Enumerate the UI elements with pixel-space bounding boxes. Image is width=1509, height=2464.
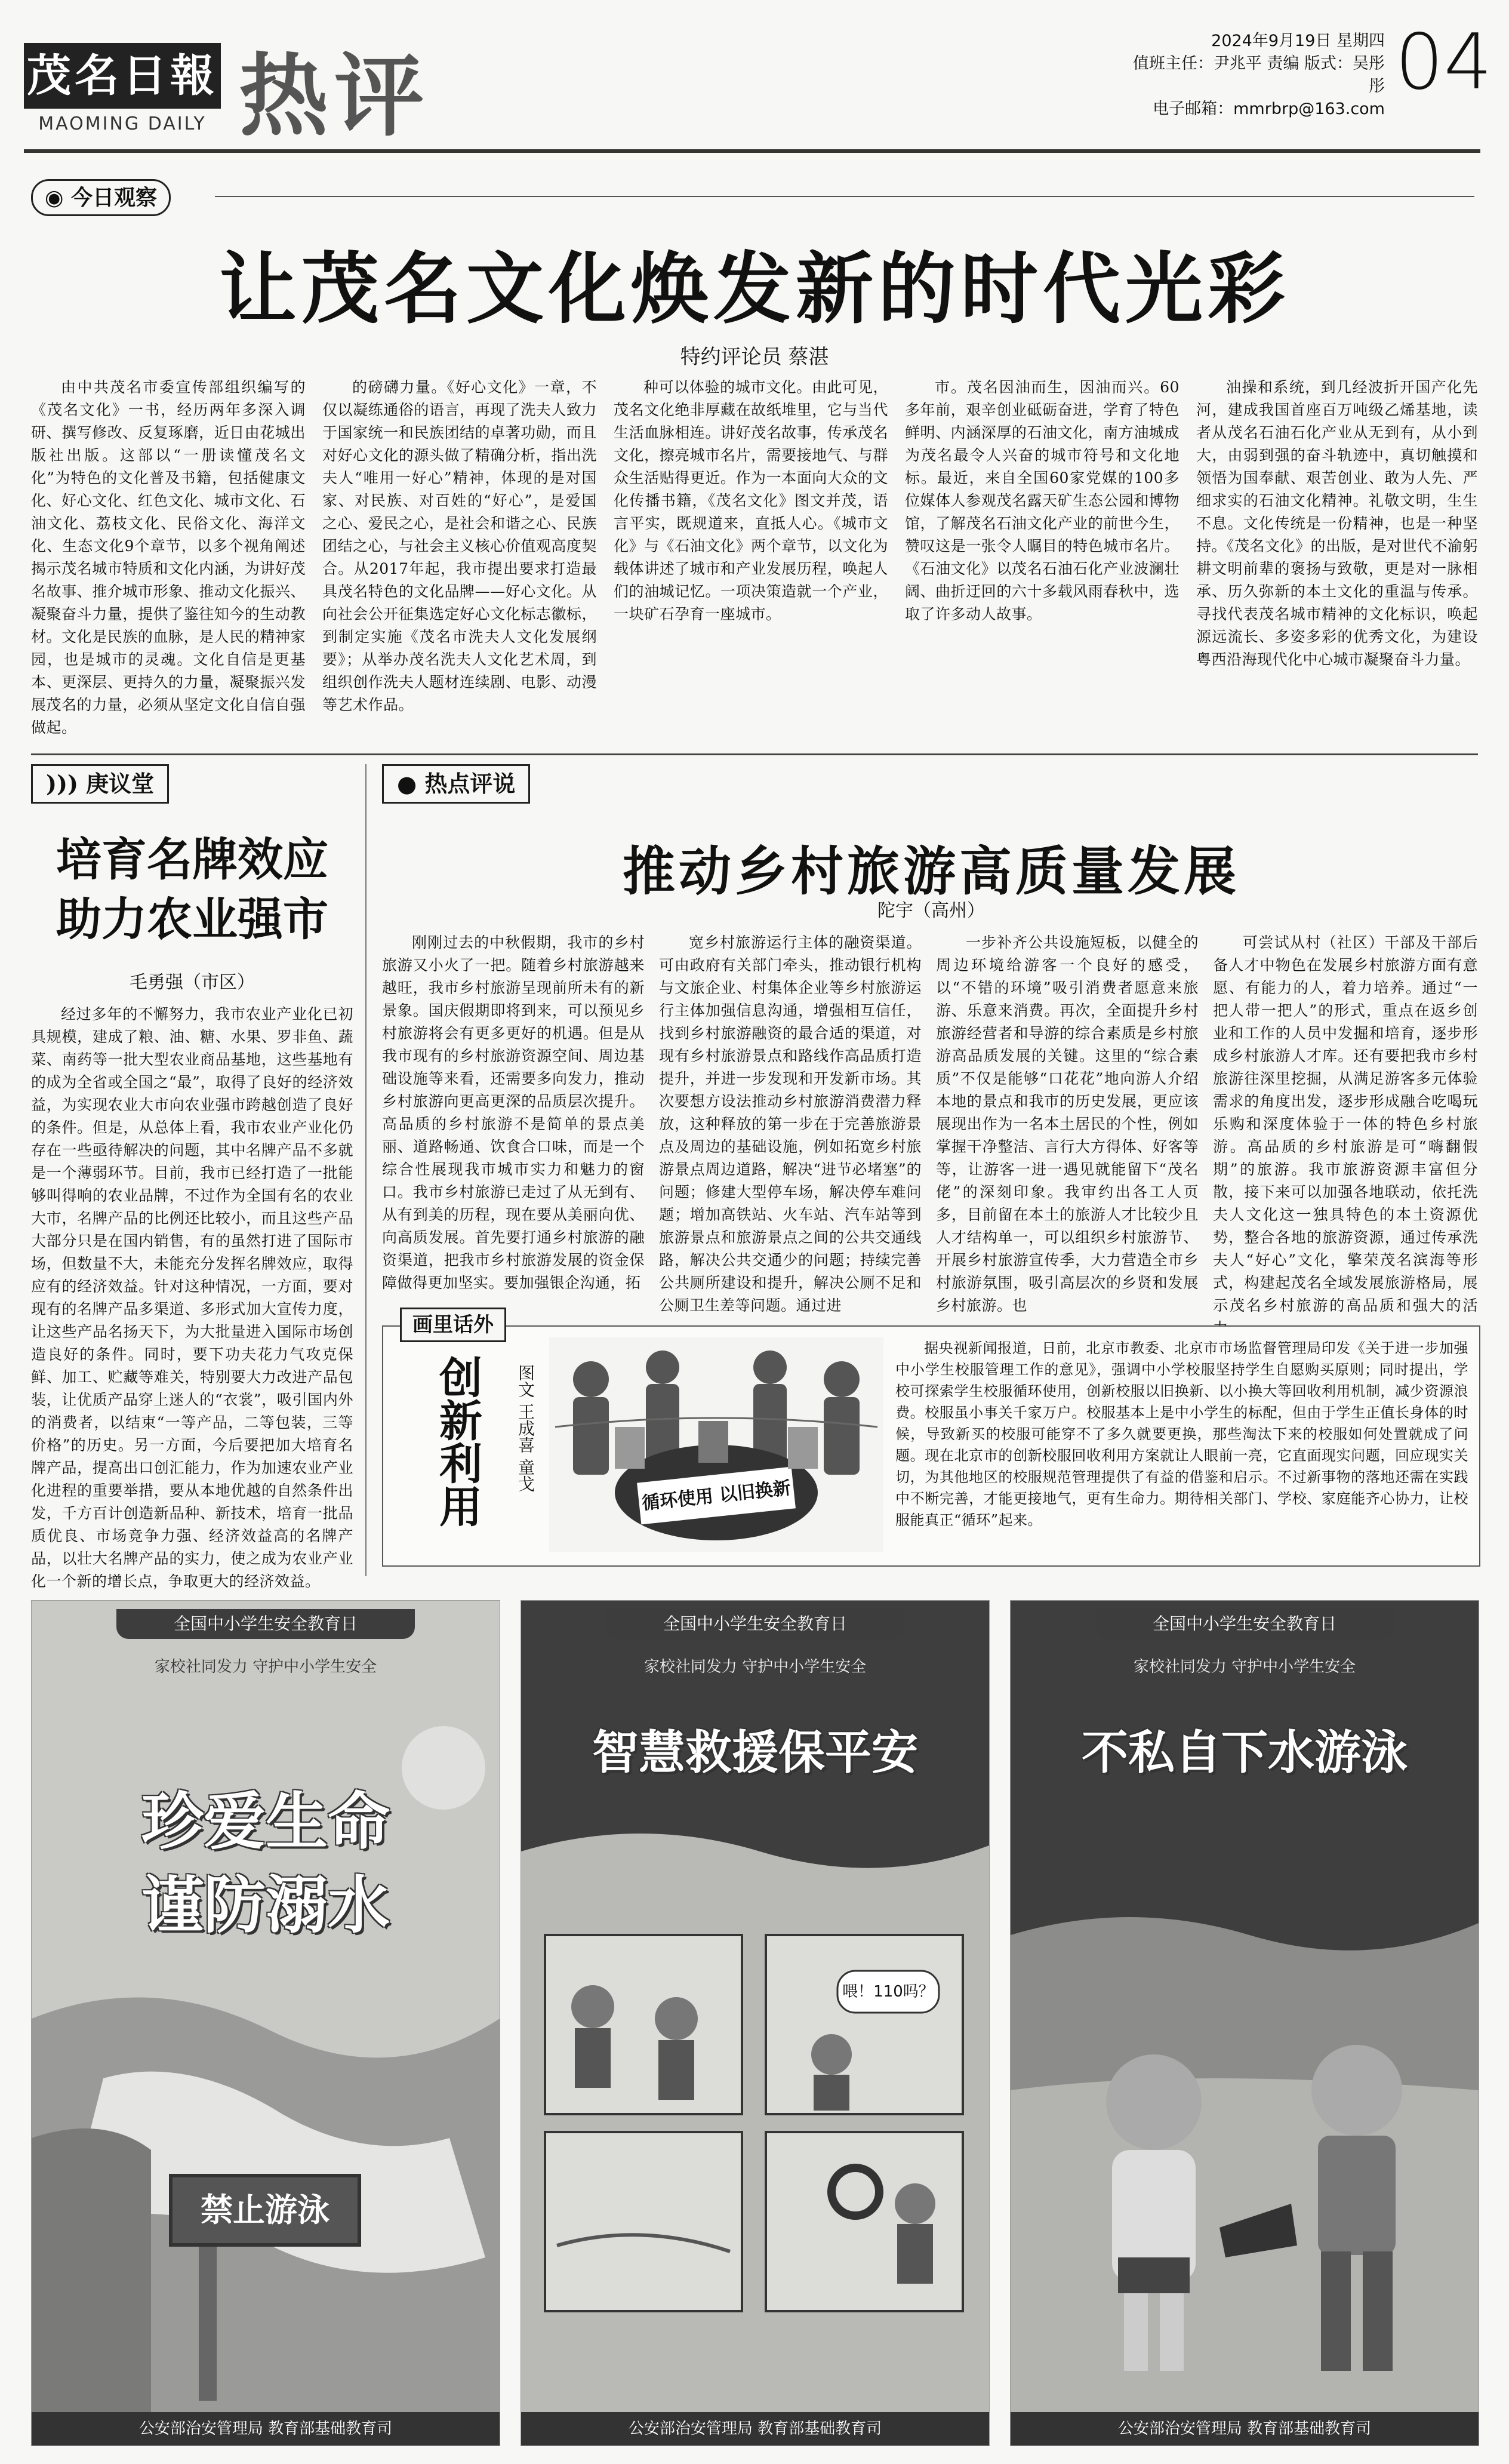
page-meta: [1122, 30, 1385, 121]
poster-footer: 公安部治安管理局 教育部基础教育司: [32, 2412, 500, 2445]
poster-footer: 公安部治安管理局 教育部基础教育司: [521, 2412, 989, 2445]
hot-article-column-2: 宽乡村旅游运行主体的融资渠道。可由政府有关部门牵头，推动银行机构与文旅企业、村集体企业等乡村旅游运行主体加强信息沟通，增强相互信任，找到乡村旅游融资的最合适的渠道，对现有乡村旅游景点和路线作高品质打造提升，并进一步发现和开发新市场。其次要想方设法推动乡村旅游消费潜力释放，这种释放的第一步在于完善旅游景点及周边的基础设施，例如拓宽乡村旅游景点周边道路，解决“进节必堵塞”的问题；修建大型停车场，解决停车难问题；增加高铁站、火车站、汽车站等到旅游景点和旅游景点之间的公共交通线路，解决公共交通少的问题；持续完善公共厕所建设和提升，解决公厕不足和公厕卫生差等问题。通过进: [659, 934, 922, 1314]
main-headline: 让茂名文化焕发新的时代光彩: [218, 243, 1290, 334]
column-divider: [365, 764, 367, 1576]
section-title: 热评: [239, 44, 430, 149]
cartoon-title: 创新利用: [432, 1355, 483, 1527]
cartoon-credit: 图文 王成喜 童戈: [516, 1364, 535, 1492]
poster-ribbon: 全国中小学生安全教育日: [116, 1609, 415, 1639]
poster-headline-line: 珍爱生命: [141, 1785, 390, 1858]
main-byline: 特约评论员 蔡湛: [680, 345, 829, 369]
cartoon-commentary: 据央视新闻报道，日前，北京市教委、北京市市场监督管理局印发《关于进一步加强中小学生校服管理工作的意见》，强调中小学校服坚持学生自愿购买原则；同时提出，学校可探索学生校服循环使用，创新校服以旧换新、以小换大等回收利用机制，减少资源浪费。校服虽小事关千家万户。校服基本上是中小学生的标配，但由于学生正值长身体的时候，导致新买的校服可能穿不了多久就要更换，那些淘汰下来的校服如何处置就成了问题。现在北京市的创新校服回收利用方案就让人眼前一亮，它直面现实问题，回应现实关切，为其他地区的校服规范管理提供了有益的借鉴和启示。不过新事物的落地还需在实践中不断完善，才能更接地气，更有生命力。期待相关部门、学校、家庭能齐心协力，让校服能真正“循环”起来。: [895, 1340, 1468, 1528]
poster-ribbon: 全国中小学生安全教育日: [606, 1609, 904, 1639]
column-tag-yiyitang: [31, 764, 169, 804]
hot-article-headline: 推动乡村旅游高质量发展: [622, 840, 1240, 902]
dot-icon: ●: [397, 770, 425, 797]
poster-slogan: 家校社同发力 守护中小学生安全: [1133, 1658, 1356, 1676]
column-tag-hot-comment: [382, 764, 530, 804]
column-tag-label: 热点评说: [424, 770, 516, 797]
poster-ribbon: 全国中小学生安全教育日: [1095, 1609, 1394, 1639]
poster-slogan: 家校社同发力 守护中小学生安全: [643, 1658, 867, 1676]
editor-credits: 值班主任：尹兆平 责编 版式：吴彤彤: [1132, 54, 1385, 96]
hot-article-column-3: 一步补齐公共设施短板，以健全的周边环境给游客一个良好的感受，以“不错的环境”吸引消费者愿意来旅游、乐意来消费。再次，全面提升乡村旅游经营者和导游的综合素质是乡村旅游高品质发展的关键。这里的“综合素质”不仅是能够“口花花”地向游人介绍本地的景点和我市的历史发展，更应该展现出作为一名本土居民的个性，例如掌握干净整洁、言行大方得体、好客等等，让游客一进一遇见就能留下“茂名佬”的深刻印象。我审约出各工人页多，目前留在本土的旅游人才比较少且人才结构单一，可以组织乡村旅游节、开展乡村旅游宣传季，大力营造全市乡村旅游氛围，吸引高层次的乡贤和发展乡村旅游。也: [936, 934, 1199, 1314]
poster-footer: 公安部治安管理局 教育部基础教育司: [1011, 2412, 1479, 2445]
main-article-column-1: 由中共茂名市委宣传部组织编写的《茂名文化》一书，经历两年多深入调研、撰写修改、反复琢磨，近日由花城出版社出版。这部以“一册读懂茂名文化”为特色的文化普及书籍，包括健康文化、好心文化、红色文化、城市文化、石油文化、荔枝文化、民俗文化、海洋文化、生态文化9个章节，以多个视角阐述揭示茂名城市特质和文化内涵，为讲好茂名故事、推介城市形象、推动文化振兴、凝聚奋斗力量，提供了鉴往知今的生动教材。文化是民族的血脉，是人民的精神家园，也是城市的灵魂。文化自信是更基本、更深层、更持久的力量，凝聚振兴发展茂名的力量，必须从坚定文化自信自强做起。: [31, 379, 306, 736]
column-tag-label: 今日观察: [70, 185, 157, 210]
section-divider: [31, 753, 1478, 755]
main-article-column-4: 市。茂名因油而生，因油而兴。60多年前，艰辛创业砥砺奋进，学育了特色鲜明、内涵深厚的石油文化，南方油城成为茂名最令人兴奋的城市符号和文化地标。最近，来自全国60家党媒的100多位媒体人参观茂名露天矿生态公园和博物馆，了解茂名石油文化产业的前世今生，赞叹这是一张令人瞩目的特色城市名片。《石油文化》以茂名石油石化产业波澜壮阔、曲折迂回的六十多载风雨春秋中，选取了许多动人故事。: [905, 379, 1180, 623]
issue-date: 2024年9月19日 星期四: [1211, 32, 1385, 50]
column-tag-cartoon: 画里话外: [400, 1308, 506, 1342]
contact-email[interactable]: 电子邮箱：mmrbrp@163.com: [1153, 100, 1385, 118]
cartoon-bag-text: 循环使用 以旧换新: [640, 1478, 792, 1514]
hot-article-column-1: 刚刚过去的中秋假期，我市的乡村旅游又小火了一把。随着乡村旅游越来越旺，我市乡村旅游呈现前所未有的新景象。国庆假期即将到来，可以预见乡村旅游将会有更多更好的机遇。但是从我市现有的乡村旅游资源空间、周边基础设施等来看，还需要多向发力，推动乡村旅游向更高更深的品质层次提升。高品质的乡村旅游不是简单的景点美丽、道路畅通、饮食合口味，而是一个综合性展现我市城市实力和魅力的窗口。我市乡村旅游已走过了从无到有、从有到美的历程，现在要从美丽向优、向高质发展。首先要打通乡村旅游的融资渠道，把我市乡村旅游发展的资金保障做得更加坚实。要加强银企沟通，拓: [382, 934, 645, 1291]
poster-headline: 不私自下水游泳: [1081, 1726, 1408, 1780]
main-article-column-3: 种可以体验的城市文化。由此可见，茂名文化绝非厚藏在故纸堆里，它与当代生活血脉相连。讲好茂名故事，传承茂名文化，擦亮城市名片，需要接地气、与群众生活贴得更近。作为一本面向大众的文化传播书籍，《茂名文化》图文并茂，语言平实，既规道来，直抵人心。《城市文化》与《石油文化》两个章节，以文化为载体讲述了城市和产业发展历程，唤起人们的油城记忆。一项决策造就一个产业，一块矿石孕育一座城市。: [614, 379, 888, 623]
hot-article-column-4: 可尝试从村（社区）干部及干部后备人才中物色在发展乡村旅游方面有意愿、有能力的人，着力培养。通过“一把人带一把人”的形式，重点在返乡创业和工作的人员中发掘和培育，逐步形成乡村旅游人才库。还有要把我市乡村旅游往深里挖掘，从满足游客多元体验需求的角度出发，逐步形成融合吃喝玩乐购和深度体验于一体的特色乡村旅游。高品质的乡村旅游是可“嗨翻假期”的旅游。我市旅游资源丰富但分散，接下来可以加强各地联动，依托洗夫人文化这一独具特色的本土资源优势，整合各地的旅游资源，通过传承洗夫人“好心”文化，擎荣茂名滨海等形式，构建起茂名全域发展旅游格局，展示茂名乡村旅游的高品质和强大的活: [1213, 934, 1478, 1314]
poster-background-art: [32, 1601, 500, 2445]
safety-poster-rescue: [521, 1600, 990, 2446]
rss-icon: ))): [46, 770, 87, 797]
poster-headline-line: 谨防溺水: [141, 1869, 390, 1942]
left-article-body: 经过多年的不懈努力，我市农业产业化已初具规模，建成了粮、油、糖、水果、罗非鱼、蔬菜、南药等一批大型农业商品基地，这些基地有的成为全省或全国之“最”，取得了良好的经济效益，为实现农业大市向农业强市跨越创造了良好的条件。但是，从总体上看，我市农业产业化仍存在一些亟待解决的问题，其中名牌产品不多就是一个薄弱环节。目前，我市已经打造了一批能够叫得响的农业品牌，不过作为全国有名的农业大市，名牌产品的比例还比较小，而且这些产品大部分只是在国内销售，有的虽然打进了国际市场，但数量不大，未能充分发挥名牌效应，取得应有的经济效益。针对这种情况，一方面，要对现有的名牌产品多渠道、多形式加大宣传力度，让这些产品名扬天下，为大批量进入国际市场创造良好的条件。同时，要下功夫花力气攻克保鲜、加工、贮藏等难关，特别要大力改进产品包装，让优质产品穿上迷人的“衣裳”，吸引国内外的消费者，以结束“一等产品，二等包装，三等价格”的历史。另一方面，今后要把加大培育名牌产品，提高出口创汇能力，作为加速农业产业化进程的重要举措，要从本地优越的自然条件出发，千方百计创造新品种、新技术，培育一批品质优良、市场竞争力强、经济效益高的名牌产品，以壮大名牌产品的实力，使之成为农业产业化一个新的增长点，争取更大的经济效益。: [31, 1005, 353, 1590]
page-number: 04: [1395, 18, 1492, 107]
main-article-column-2: 的磅礴力量。《好心文化》一章，不仅以凝练通俗的语言，再现了洗夫人致力于国家统一和民族团结的卓著功勋，而且对好心文化的源头做了精确分析，指出洗夫人“唯用一好心”精神，体现的是对国家、对民族、对百姓的“好心”，是爱国之心、爱民之心，是社会和谐之心、民族团结之心，与社会主义核心价值观高度契合。从2017年起，我市提出要求打造最具茂名特色的文化品牌——好心文化。从向社会公开征集选定好心文化标志徽标，到制定实施《茂名市洗夫人文化发展纲要》；从举办茂名洗夫人文化艺术周，到组织创作洗夫人题材连续剧、电影、动漫等艺术作品。: [322, 379, 597, 713]
divider: [215, 196, 1474, 197]
safety-poster-no-swimming-alone: [1010, 1600, 1479, 2446]
no-swimming-sign: 禁止游泳: [169, 2174, 361, 2247]
cartoon-illustration: [549, 1337, 883, 1552]
column-tag-label: 庚议堂: [86, 770, 155, 797]
safety-poster-drowning: [31, 1600, 500, 2446]
left-article-author: 毛勇强（市区）: [130, 972, 255, 993]
headline-line: 培育名牌效应: [56, 833, 328, 886]
left-article-headline: [31, 830, 353, 949]
poster-slogan: 家校社同发力 守护中小学生安全: [154, 1658, 377, 1676]
poster-headline: [32, 1780, 500, 1947]
column-tag-today-observation: [31, 179, 171, 216]
newspaper-logo: 茂名日報: [24, 43, 221, 109]
newspaper-logo-english: MAOMING DAILY: [38, 113, 207, 134]
hot-article-author: 陀宇（高州）: [877, 900, 985, 921]
main-article-column-5: 油操和系统，到几经波折开国产化先河，建成我国首座百万吨级乙烯基地，读者从茂名石油石化产业从无到有，从小到大，由弱到强的奋斗轨迹中，真切触摸和领悟为国奉献、艰苦创业、敢为人先、严细求实的石油文化精神。礼敬文明，生生不息。文化传统是一份精神，也是一种坚持。《茂名文化》的出版，是对世代不渝躬耕文明前辈的褒扬与致敬，更是对一脉相承、历久弥新的本土文化的重温与传承。寻找代表茂名城市精神的文化标识，唤起源远流长、多姿多彩的优秀文化，为建设粤西沿海现代化中心城市凝聚奋斗力量。: [1196, 379, 1479, 668]
eye-icon: ◉: [45, 185, 71, 210]
masthead-divider: [24, 149, 1480, 153]
poster-headline: 智慧救援保平安: [592, 1726, 918, 1780]
phone-call-bubble: 喂！110吗？: [842, 1983, 934, 2001]
headline-line: 助力农业强市: [56, 893, 328, 946]
